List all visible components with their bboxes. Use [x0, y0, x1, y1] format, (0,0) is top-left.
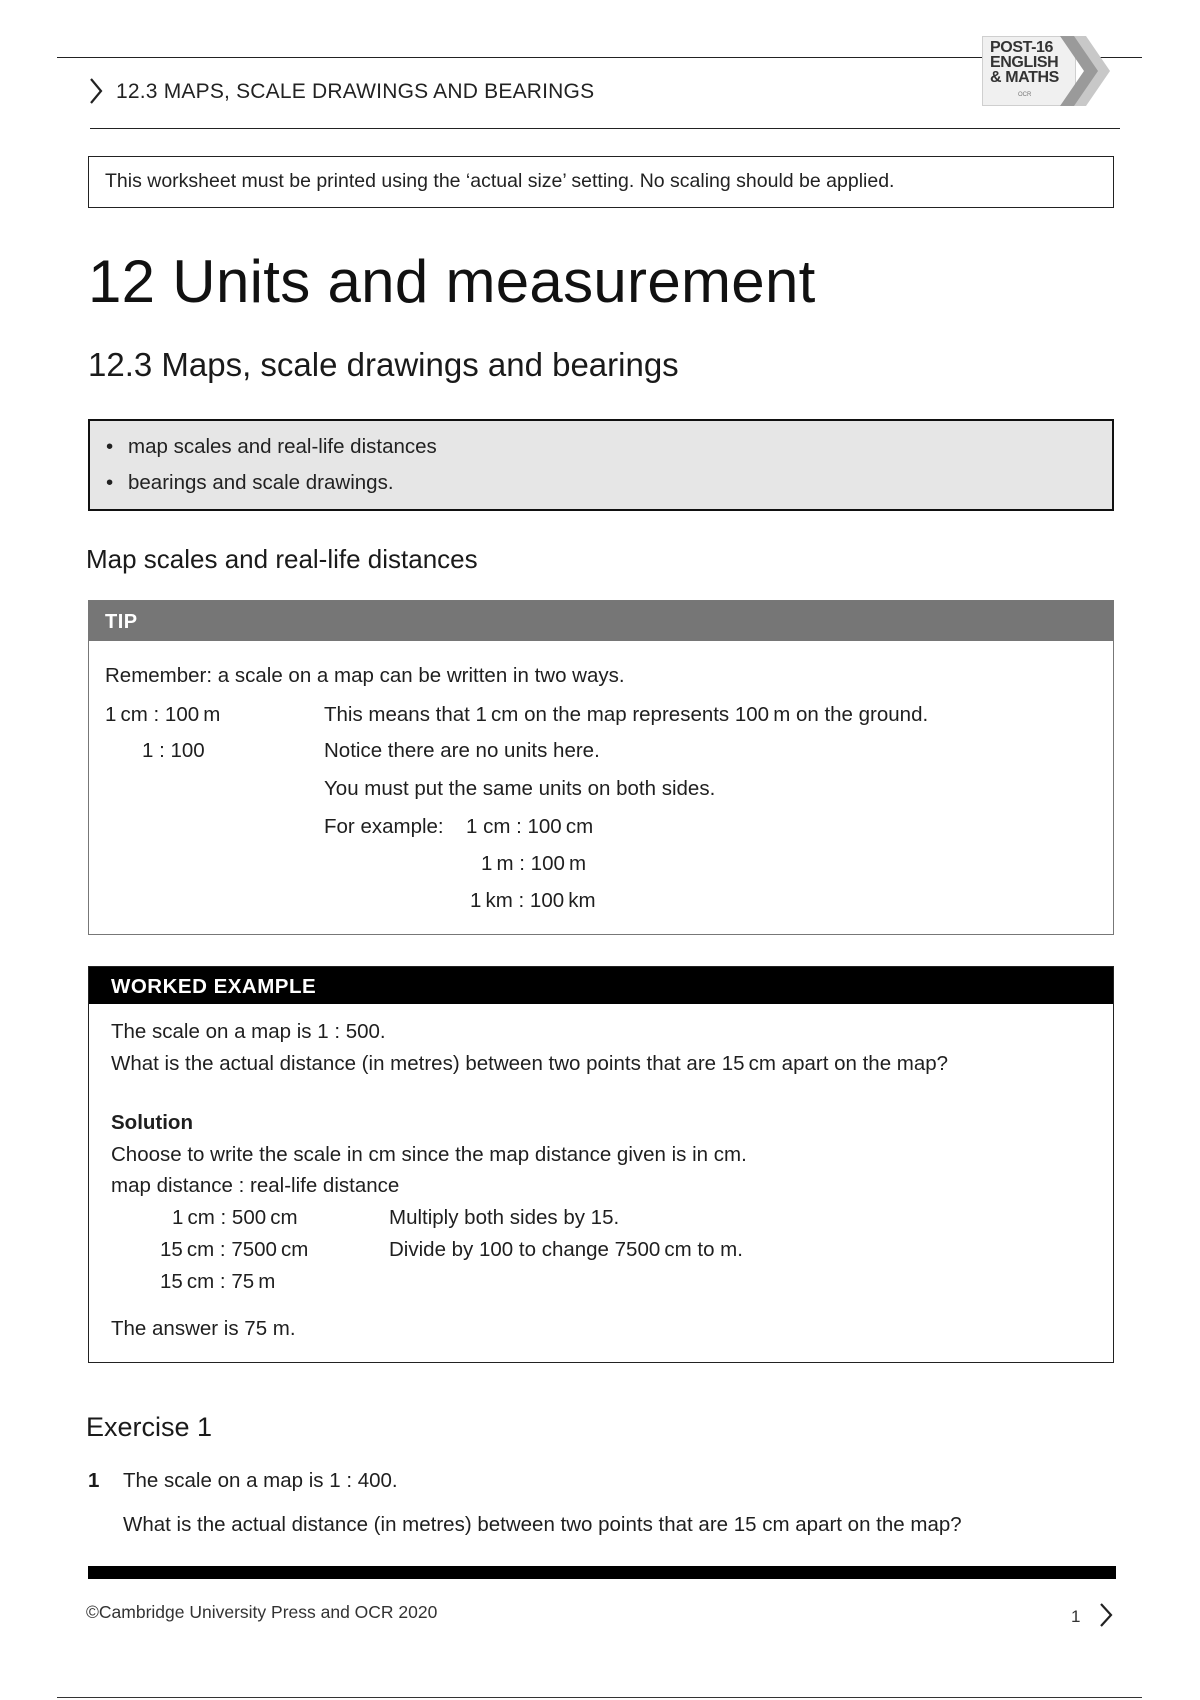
objective-text: map scales and real-life distances: [128, 435, 437, 458]
logo-line-2: ENGLISH: [990, 54, 1059, 71]
objective-item: [106, 471, 394, 495]
worked-example-label: WORKED EXAMPLE: [111, 975, 317, 998]
next-page-chevron-icon: [1098, 1601, 1114, 1629]
page-number: 1: [1071, 1607, 1081, 1626]
question-text-1: The scale on a map is 1 : 400.: [123, 1469, 398, 1492]
copyright: ©Cambridge University Press and OCR 2020: [86, 1602, 438, 1622]
bottom-rule: [57, 1697, 1142, 1698]
tip-example: 1 cm : 100 cm: [466, 815, 594, 838]
print-notice-box: [88, 156, 1114, 208]
tip-intro: Remember: a scale on a map can be written in two ways.: [105, 664, 625, 687]
section-title: 12.3 Maps, scale drawings and bearings: [88, 346, 679, 383]
tip-example: 1 km : 100 km: [470, 889, 596, 912]
objective-text: bearings and scale drawings.: [128, 471, 394, 494]
solution-answer: The answer is 75 m.: [111, 1317, 296, 1340]
worked-example-header: [89, 967, 1113, 1004]
tip-label: TIP: [105, 611, 138, 633]
running-header: 12.3 MAPS, SCALE DRAWINGS AND BEARINGS: [116, 80, 595, 103]
tip-example: 1 m : 100 m: [481, 852, 587, 875]
worked-example-box: [88, 966, 1114, 1363]
logo-text: [990, 40, 1059, 85]
top-rule: [57, 57, 1142, 58]
subheading: Map scales and real-life distances: [86, 544, 478, 574]
we-question-2: What is the actual distance (in metres) between two points that are 15 cm apart on the map?: [111, 1052, 949, 1075]
objective-item: [106, 435, 437, 459]
tip-box: [88, 600, 1114, 935]
logo-line-1: POST-16: [990, 39, 1054, 56]
solution-label: Solution: [111, 1111, 193, 1134]
exercise-title: Exercise 1: [86, 1412, 213, 1442]
solution-ratio: 15 cm : 7500 cm: [160, 1238, 309, 1261]
tip-scale-1: 1 cm : 100 m: [105, 703, 221, 726]
solution-note: Divide by 100 to change 7500 cm to m.: [389, 1238, 743, 1261]
print-notice: This worksheet must be printed using the ‘actual size’ setting. No scaling should be applied.: [105, 170, 895, 192]
chevron-right-icon: [86, 76, 106, 106]
header-rule: [90, 128, 1120, 129]
objectives-box: [88, 419, 1114, 511]
question-text-2: What is the actual distance (in metres) between two points that are 15 cm apart on the map?: [123, 1513, 962, 1536]
page-title: 12 Units and measurement: [88, 248, 816, 315]
post16-logo: [982, 36, 1122, 108]
solution-ratio: 1 cm : 500 cm: [172, 1206, 298, 1229]
footer-bar: [88, 1566, 1116, 1579]
bullet-icon: •: [106, 471, 114, 494]
tip-header: [89, 601, 1113, 641]
question-number: 1: [88, 1469, 100, 1492]
solution-line-2: map distance : real-life distance: [111, 1174, 400, 1197]
we-question-1: The scale on a map is 1 : 500.: [111, 1020, 386, 1043]
solution-note: Multiply both sides by 15.: [389, 1206, 620, 1229]
tip-scale-2-desc-1: Notice there are no units here.: [324, 739, 600, 762]
logo-line-3: & MATHS: [990, 69, 1059, 86]
tip-scale-2-desc-2: You must put the same units on both sides.: [324, 777, 716, 800]
tip-example-label: For example:: [324, 815, 444, 838]
tip-scale-1-desc: This means that 1 cm on the map represents 100 m on the ground.: [324, 703, 929, 726]
solution-line-1: Choose to write the scale in cm since the map distance given is in cm.: [111, 1143, 747, 1166]
tip-scale-2: 1 : 100: [142, 739, 205, 762]
logo-ocr: OCR: [1018, 92, 1032, 98]
bullet-icon: •: [106, 435, 114, 458]
logo-chevron-icon: [1060, 36, 1110, 106]
solution-ratio: 15 cm : 75 m: [160, 1270, 276, 1293]
